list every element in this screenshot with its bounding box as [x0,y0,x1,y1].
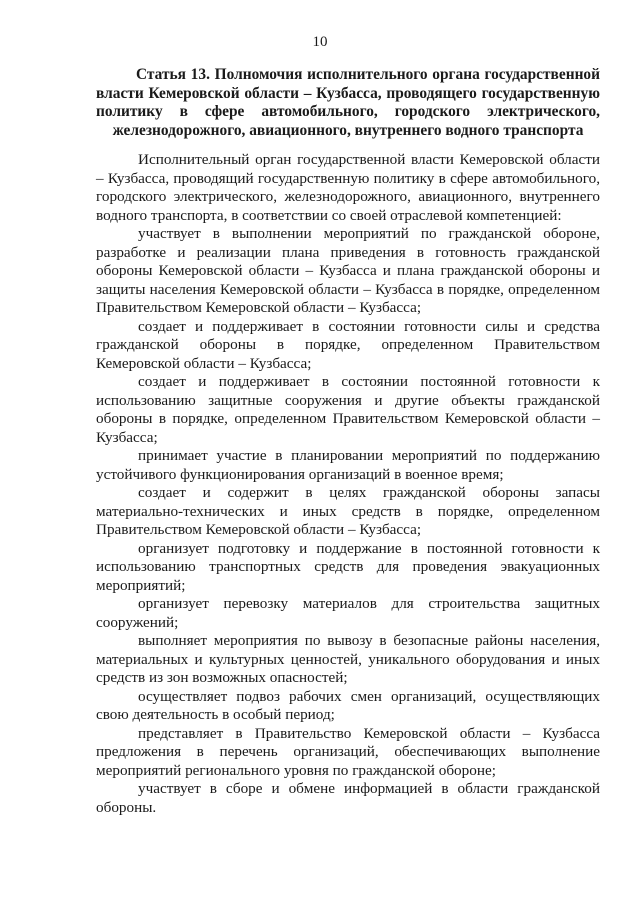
list-item: участвует в выполнении мероприятий по гражданской обороне, разработке и реализации плана приведения в готовность гражданской обороны Кемеровской области – Кузбасса и плана гражданской обороны и защиты населения Кемеровской области – Кузбасса в порядке, определенном Правительством Кемеровской области – Кузбасса; [96,225,600,316]
article-body [96,151,600,817]
list-item: выполняет мероприятия по вывозу в безопасные районы населения, материальных и культурных ценностей, уникального оборудования и иных средств из зон возможных опасностей; [96,632,600,686]
list-item: участвует в сборе и обмене информацией в области гражданской обороны. [96,780,600,816]
list-item: организует подготовку и поддержание в постоянной готовности к использованию транспортных средств для проведения эвакуационных мероприятий; [96,539,600,594]
list-item: организует перевозку материалов для строительства защитных сооружений; [96,595,600,631]
list-item: осуществляет подвоз рабочих смен организаций, осуществляющих свою деятельность в особый период; [96,687,600,723]
list-item: представляет в Правительство Кемеровской области – Кузбасса предложения в перечень организаций, обеспечивающих выполнение мероприятий регионального уровня по гражданской обороне; [96,724,600,779]
page-number: 10 [312,34,328,50]
list-item: создает и содержит в целях гражданской обороны запасы материально-технических и иных средств в порядке, определенном Правительством Кемеровской области – Кузбасса; [96,484,600,538]
intro-paragraph: Исполнительный орган государственной власти Кемеровской области – Кузбасса, проводящий государственную политику в сфере автомобильного, городского электрического, железнодорожного, авиационного, внутреннего водного транспорта, в соответствии со своей отраслевой компетенцией: [96,151,600,224]
article-title: Статья 13. Полномочия исполнительного органа государственной власти Кемеровской области – Кузбасса, проводящего государственную политику в сфере автомобильного, городского электрического, железнодорожного, авиационного, внутреннего водного транспорта [96,66,600,139]
list-item: создает и поддерживает в состоянии готовности силы и средства гражданской обороны в порядке, определенном Правительством Кемеровской области – Кузбасса; [96,317,600,372]
list-item: создает и поддерживает в состоянии постоянной готовности к использованию защитные сооружения и другие объекты гражданской обороны в порядке, определенном Правительством Кемеровской области – Кузбасса; [96,373,600,446]
list-item: принимает участие в планировании мероприятий по поддержанию устойчивого функционирования организаций в военное время; [96,447,600,483]
